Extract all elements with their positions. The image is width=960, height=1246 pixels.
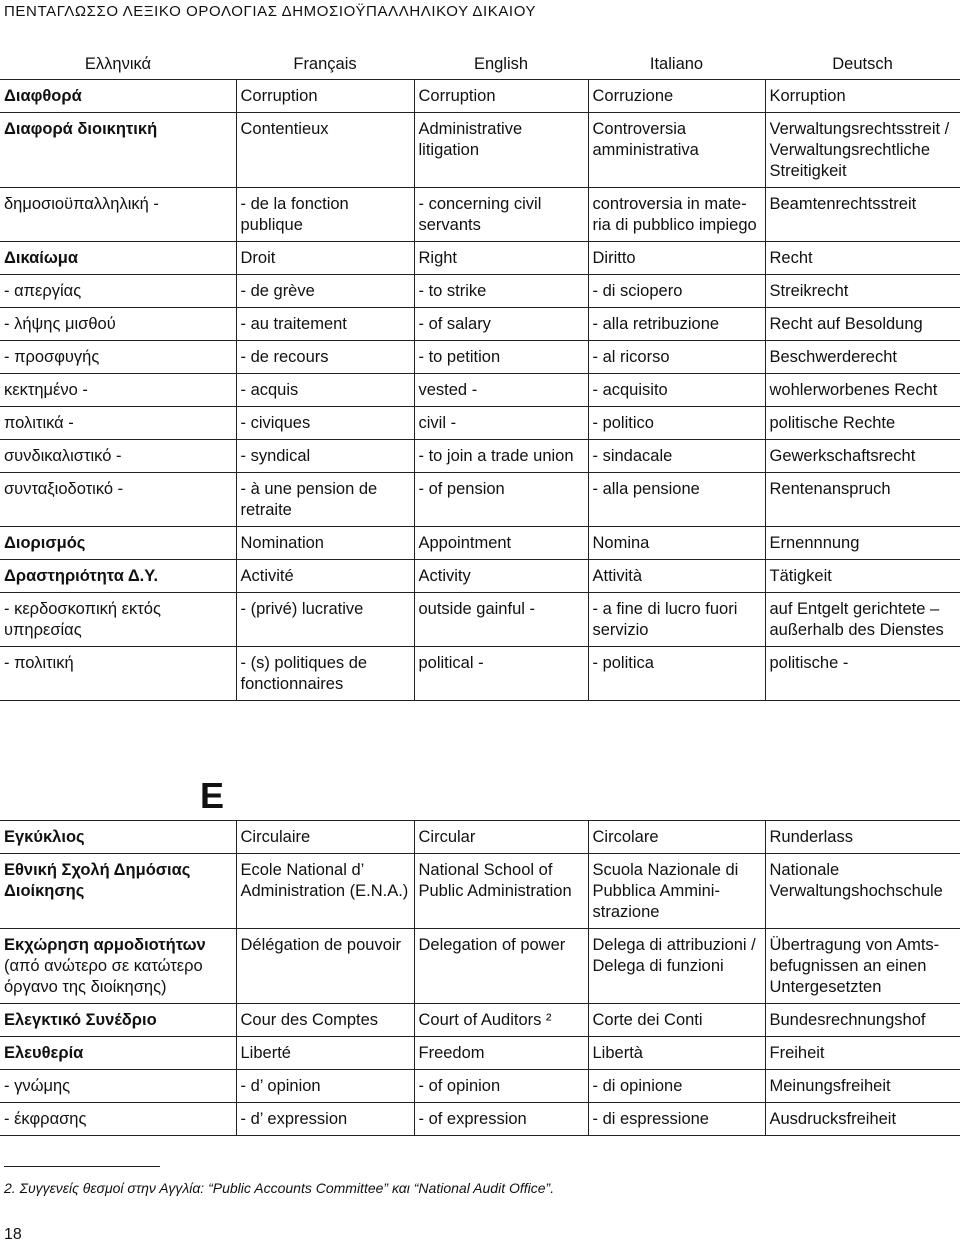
term-french: - de recours (236, 341, 414, 374)
term-german: wohlerworbenes Recht (765, 374, 960, 407)
term-greek: - κερδοσκοπική εκτός υπηρεσίας (4, 600, 161, 639)
term-greek: - προσφυγής (4, 348, 100, 366)
term-greek: δημοσιοϋπαλληλική - (4, 195, 159, 213)
term-german: Runderlass (765, 821, 960, 854)
term-french: - syndical (236, 440, 414, 473)
glossary-row (0, 1037, 960, 1070)
glossary-row (0, 407, 960, 440)
glossary-table-section-d (0, 48, 960, 701)
page-number: 18 (4, 1226, 22, 1243)
glossary-table-section-e (0, 820, 960, 1136)
term-italian: - a fine di lucro fuori servizio (588, 593, 765, 647)
language-german: Deutsch (832, 55, 893, 73)
term-german: Recht auf Besoldung (765, 308, 960, 341)
glossary-row (0, 188, 960, 242)
term-german: Nationale Verwaltungshochschule (765, 854, 960, 929)
language-italian: Italiano (649, 55, 704, 73)
term-greek-cell (0, 308, 236, 341)
term-french: Liberté (236, 1037, 414, 1070)
term-french: Délégation de pouvoir (236, 929, 414, 1004)
term-english: outside gainful - (414, 593, 588, 647)
term-italian: Scuola Nazionale di Pubblica Ammini-strazione (588, 854, 765, 929)
term-italian: - sindacale (588, 440, 765, 473)
term-german: Ernennnung (765, 527, 960, 560)
glossary-row (0, 593, 960, 647)
term-greek-cell (0, 473, 236, 527)
term-french: Droit (236, 242, 414, 275)
term-italian: Diritto (588, 242, 765, 275)
glossary-row (0, 308, 960, 341)
term-english: Freedom (414, 1037, 588, 1070)
glossary-row (0, 929, 960, 1004)
page-header-title: ΠΕΝΤΑΓΛΩΣΣΟ ΛΕΞΙΚΟ ΟΡΟΛΟΓΙΑΣ ΔΗΜΟΣΙΟΫΠΑΛΛΗΛΙΚΟΥ ΔΙΚΑΙΟΥ (4, 3, 537, 20)
term-italian: Libertà (588, 1037, 765, 1070)
glossary-row (0, 560, 960, 593)
term-french: Cour des Comptes (236, 1004, 414, 1037)
term-italian: - acquisito (588, 374, 765, 407)
term-greek: Διαφθορά (4, 87, 82, 105)
term-french: Circulaire (236, 821, 414, 854)
glossary-row (0, 647, 960, 701)
term-greek: - λήψης μισθού (4, 315, 116, 333)
term-greek-cell (0, 1004, 236, 1037)
term-greek: Ελευθερία (4, 1044, 84, 1062)
term-english: - of expression (414, 1103, 588, 1136)
term-italian: Controversia amministrativa (588, 113, 765, 188)
glossary-row (0, 440, 960, 473)
term-english: - concerning civil servants (414, 188, 588, 242)
term-greek-note: (από ανώτερο σε κατώτερο όργανο της διοίκησης) (4, 957, 203, 996)
term-italian: Nomina (588, 527, 765, 560)
term-english: - to petition (414, 341, 588, 374)
term-german: Recht (765, 242, 960, 275)
glossary-row (0, 374, 960, 407)
term-italian: - politico (588, 407, 765, 440)
term-german: Gewerkschaftsrecht (765, 440, 960, 473)
term-english: Circular (414, 821, 588, 854)
glossary-row (0, 473, 960, 527)
term-greek: - γνώμης (4, 1077, 71, 1095)
term-french: - au traitement (236, 308, 414, 341)
term-french: Activité (236, 560, 414, 593)
term-italian: - al ricorso (588, 341, 765, 374)
term-italian: - alla pensione (588, 473, 765, 527)
term-greek-cell (0, 1070, 236, 1103)
term-english: - to join a trade union (414, 440, 588, 473)
term-italian: - politica (588, 647, 765, 701)
term-greek: - απεργίας (4, 282, 82, 300)
term-greek-cell (0, 113, 236, 188)
term-german: Tätigkeit (765, 560, 960, 593)
term-english: Administrative litigation (414, 113, 588, 188)
term-greek-cell (0, 560, 236, 593)
language-english: English (473, 55, 529, 73)
term-greek: Εκχώρηση αρμοδιοτήτων (4, 936, 206, 954)
glossary-row (0, 113, 960, 188)
term-greek: Εγκύκλιος (4, 828, 85, 846)
term-greek: Διορισμός (4, 534, 86, 552)
term-french: - d’ expression (236, 1103, 414, 1136)
term-german: Bundesrechnungshof (765, 1004, 960, 1037)
term-greek: - πολιτική (4, 654, 74, 672)
term-english: Corruption (414, 80, 588, 113)
term-english: civil - (414, 407, 588, 440)
glossary-row (0, 821, 960, 854)
term-french: - d’ opinion (236, 1070, 414, 1103)
term-greek: Δικαίωμα (4, 249, 79, 267)
term-english: Appointment (414, 527, 588, 560)
term-greek: Διαφορά διοικητική (4, 120, 158, 138)
term-german: Übertragung von Amts-befugnissen an einen Untergesetzten (765, 929, 960, 1004)
term-greek-cell (0, 527, 236, 560)
term-french: - de grève (236, 275, 414, 308)
term-greek: - έκφρασης (4, 1110, 87, 1128)
term-greek-cell (0, 374, 236, 407)
glossary-row (0, 854, 960, 929)
footnote-divider (4, 1166, 160, 1167)
term-english: - of opinion (414, 1070, 588, 1103)
term-italian: Delega di attribuzioni / Delega di funzioni (588, 929, 765, 1004)
term-italian: Attività (588, 560, 765, 593)
term-greek: συνταξιοδοτικό - (4, 480, 124, 498)
term-german: politische - (765, 647, 960, 701)
term-greek-cell (0, 854, 236, 929)
term-greek-cell (0, 593, 236, 647)
term-greek-cell (0, 341, 236, 374)
term-greek: Εθνική Σχολή Δημόσιας Διοίκησης (4, 861, 191, 900)
term-greek-cell (0, 242, 236, 275)
term-greek-cell (0, 1103, 236, 1136)
glossary-row (0, 1103, 960, 1136)
term-italian: controversia in mate-ria di pubblico impiego (588, 188, 765, 242)
term-greek-cell (0, 929, 236, 1004)
term-german: Beamtenrechtsstreit (765, 188, 960, 242)
term-english: Delegation of power (414, 929, 588, 1004)
term-greek-cell (0, 275, 236, 308)
term-italian: Corte dei Conti (588, 1004, 765, 1037)
term-french: Nomination (236, 527, 414, 560)
term-french: Corruption (236, 80, 414, 113)
term-greek: Ελεγκτικό Συνέδριο (4, 1011, 157, 1029)
term-english: - to strike (414, 275, 588, 308)
term-greek-cell (0, 440, 236, 473)
term-german: auf Entgelt gerichtete – außerhalb des Dienstes (765, 593, 960, 647)
term-german: Rentenanspruch (765, 473, 960, 527)
term-french: Ecole National d’ Administration (E.N.A.) (236, 854, 414, 929)
footnote-text: 2. Συγγενείς θεσμοί στην Αγγλία: “Public Accounts Committee” και “National Audit Office”. (4, 1180, 555, 1196)
term-greek-cell (0, 407, 236, 440)
term-english: Activity (414, 560, 588, 593)
term-english: vested - (414, 374, 588, 407)
term-french: Contentieux (236, 113, 414, 188)
term-english: National School of Public Administration (414, 854, 588, 929)
language-header-row (0, 48, 960, 80)
term-german: Streikrecht (765, 275, 960, 308)
term-french: - civiques (236, 407, 414, 440)
term-french: - (privé) lucrative (236, 593, 414, 647)
term-english: - of pension (414, 473, 588, 527)
term-french: - (s) politiques de fonctionnaires (236, 647, 414, 701)
term-german: Meinungsfreiheit (765, 1070, 960, 1103)
term-german: Ausdrucksfreiheit (765, 1103, 960, 1136)
term-greek: κεκτημένο - (4, 381, 88, 399)
term-italian: Corruzione (588, 80, 765, 113)
term-italian: - alla retribuzione (588, 308, 765, 341)
term-italian: - di sciopero (588, 275, 765, 308)
glossary-row (0, 80, 960, 113)
term-greek: Δραστηριότητα Δ.Υ. (4, 567, 159, 585)
glossary-row (0, 527, 960, 560)
term-german: politische Rechte (765, 407, 960, 440)
term-english: Court of Auditors ² (414, 1004, 588, 1037)
term-english: political - (414, 647, 588, 701)
term-italian: - di espressione (588, 1103, 765, 1136)
glossary-row (0, 242, 960, 275)
glossary-row (0, 341, 960, 374)
term-greek-cell (0, 647, 236, 701)
term-french: - acquis (236, 374, 414, 407)
section-letter-heading: E (200, 775, 225, 816)
term-german: Freiheit (765, 1037, 960, 1070)
term-greek-cell (0, 188, 236, 242)
term-german: Beschwerderecht (765, 341, 960, 374)
term-italian: - di opinione (588, 1070, 765, 1103)
language-greek: Ελληνικά (84, 55, 152, 73)
term-german: Verwaltungsrechtsstreit / Verwaltungsrechtliche Streitigkeit (765, 113, 960, 188)
term-french: - de la fonction publique (236, 188, 414, 242)
term-french: - à une pension de retraite (236, 473, 414, 527)
term-german: Korruption (765, 80, 960, 113)
glossary-row (0, 1070, 960, 1103)
language-french: Français (293, 55, 357, 73)
glossary-row (0, 275, 960, 308)
glossary-row (0, 1004, 960, 1037)
term-greek-cell (0, 821, 236, 854)
term-greek: συνδικαλιστικό - (4, 447, 122, 465)
term-english: Right (414, 242, 588, 275)
term-greek: πολιτικά - (4, 414, 74, 432)
term-english: - of salary (414, 308, 588, 341)
term-italian: Circolare (588, 821, 765, 854)
term-greek-cell (0, 1037, 236, 1070)
term-greek-cell (0, 80, 236, 113)
